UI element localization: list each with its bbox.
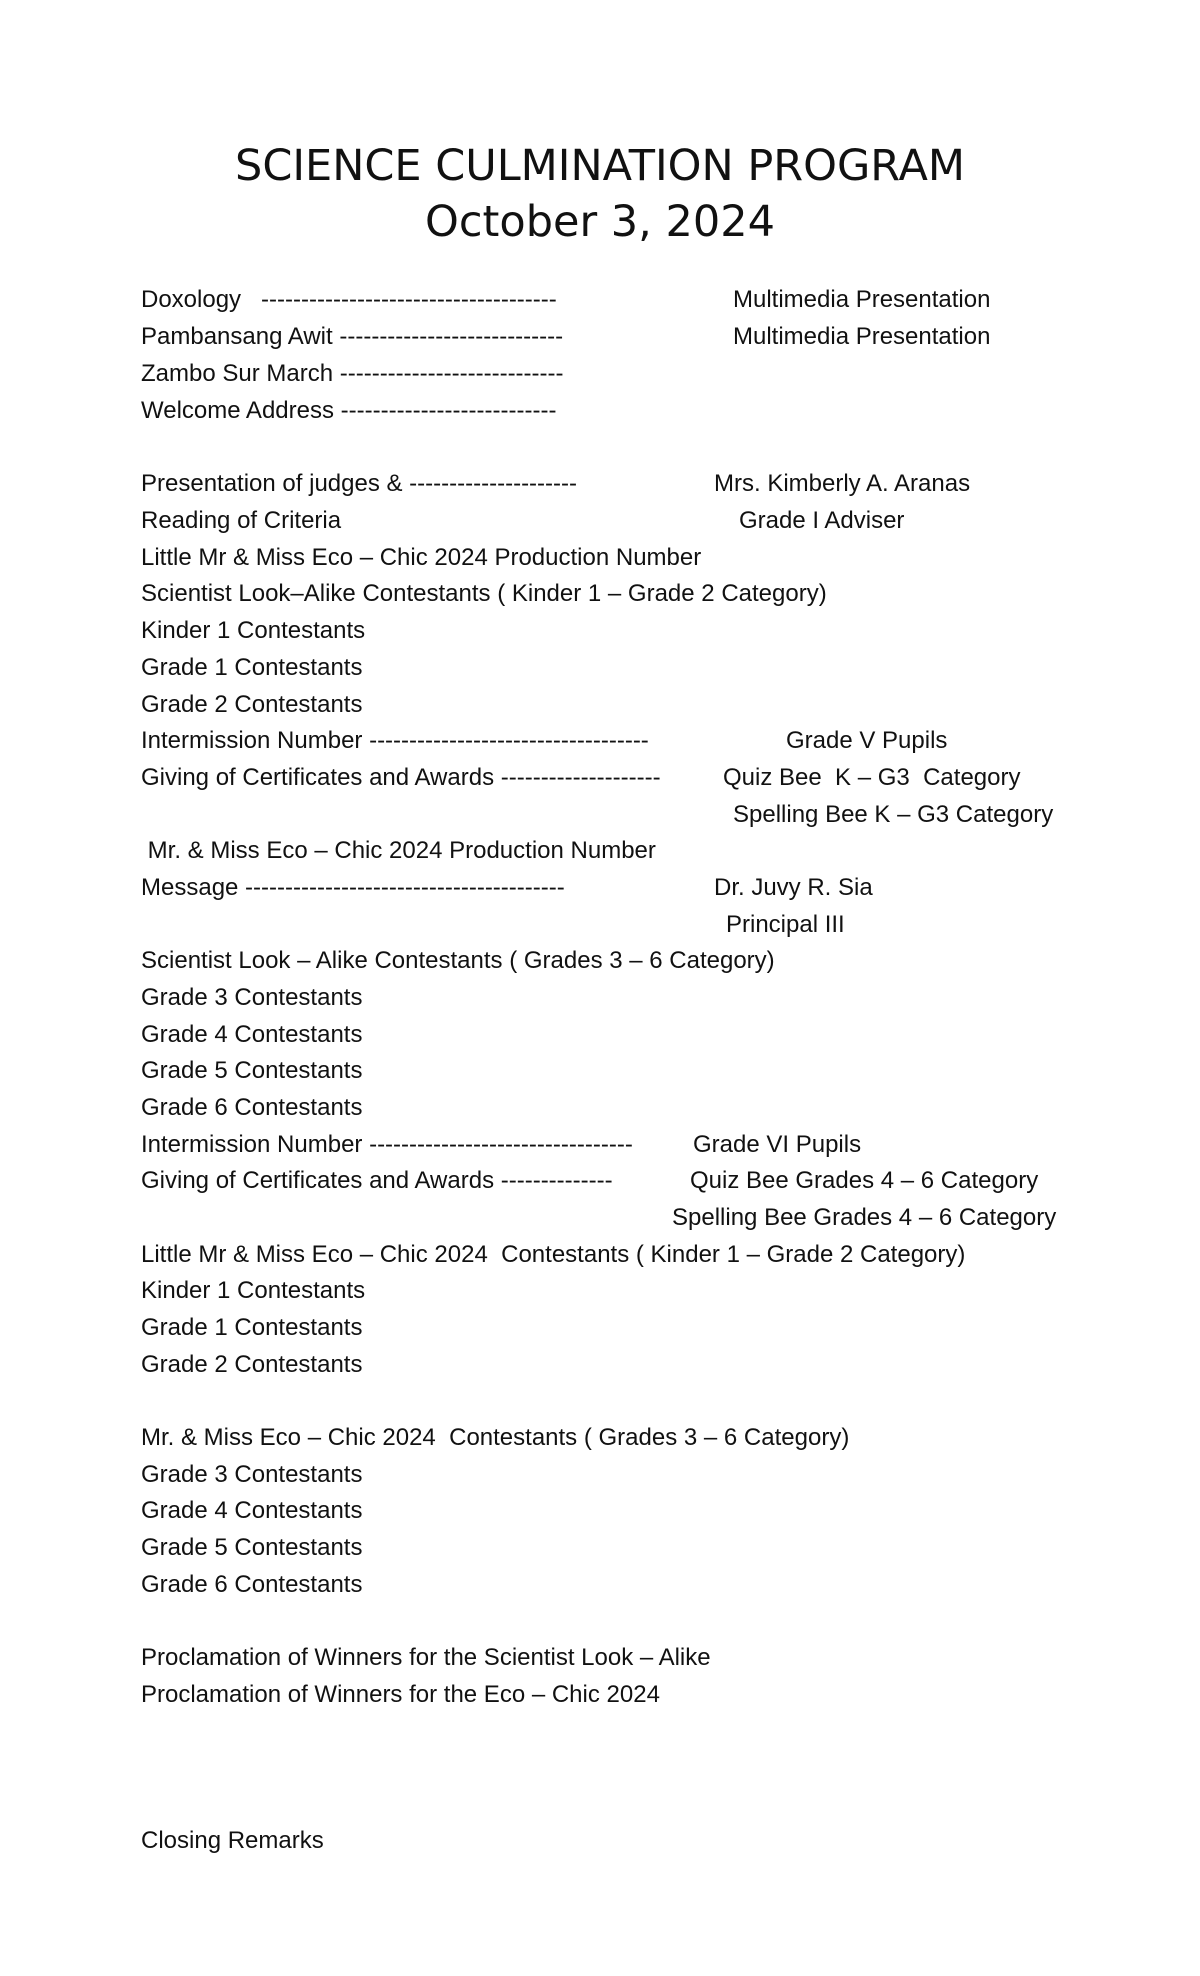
program-item-assignee: Grade V Pupils bbox=[786, 727, 948, 754]
program-item-intermission-2 bbox=[0, 1126, 1200, 1163]
program-item-assignee: Multimedia Presentation bbox=[733, 323, 991, 350]
program-item-assignee-role: Grade I Adviser bbox=[739, 507, 905, 534]
program-item-eco-chic-k2 bbox=[0, 1236, 1200, 1273]
program-item-welcome-address bbox=[0, 392, 1200, 429]
program-item-kinder-1-b bbox=[0, 1272, 1200, 1309]
program-item-label: Grade 5 Contestants bbox=[141, 1057, 363, 1084]
program-item-assignee: Spelling Bee K – G3 Category bbox=[733, 801, 1054, 828]
program-item-message bbox=[0, 869, 1200, 906]
program-item-grade-4 bbox=[0, 1016, 1200, 1053]
program-item-intermission bbox=[0, 722, 1200, 759]
program-item-certificates-awards bbox=[0, 759, 1200, 796]
program-item-assignee: Multimedia Presentation bbox=[733, 286, 991, 313]
program-item-presentation-of-judges bbox=[0, 465, 1200, 502]
program-item-production-number-2 bbox=[0, 832, 1200, 869]
program-item-grade-2-b bbox=[0, 1346, 1200, 1383]
program-item-certificates-awards-2-cont bbox=[0, 1199, 1200, 1236]
program-item-grade-1-b bbox=[0, 1309, 1200, 1346]
program-item-label: Welcome Address --------------------------- bbox=[141, 397, 557, 424]
program-item-label: Kinder 1 Contestants bbox=[141, 617, 366, 644]
program-item-label: Message ---------------------------------------- bbox=[141, 874, 565, 901]
program-date: October 3, 2024 bbox=[425, 197, 775, 247]
program-item-kinder-1 bbox=[0, 612, 1200, 649]
program-item-label: Presentation of judges & --------------------- bbox=[141, 470, 578, 497]
program-item-grade-3 bbox=[0, 979, 1200, 1016]
program-item-pambansang-awit bbox=[0, 318, 1200, 355]
program-item-label: Grade 1 Contestants bbox=[141, 1314, 363, 1341]
program-item-production-number bbox=[0, 539, 1200, 576]
program-item-label: Giving of Certificates and Awards -------------------- bbox=[141, 764, 661, 791]
program-item-grade-5 bbox=[0, 1052, 1200, 1089]
program-item-label: Grade 5 Contestants bbox=[141, 1534, 363, 1561]
program-item-zambo-sur-march bbox=[0, 355, 1200, 392]
program-item-label: Intermission Number --------------------------------- bbox=[141, 1131, 633, 1158]
program-item-grade-3-b bbox=[0, 1456, 1200, 1493]
program-item-label: Grade 2 Contestants bbox=[141, 691, 363, 718]
program-item-label: Closing Remarks bbox=[141, 1827, 324, 1854]
program-item-label: Little Mr & Miss Eco – Chic 2024 Contestants ( Kinder 1 – Grade 2 Category) bbox=[141, 1241, 966, 1268]
program-item-label: Intermission Number ----------------------------------- bbox=[141, 727, 649, 754]
program-item-reading-of-criteria bbox=[0, 502, 1200, 539]
program-item-grade-5-b bbox=[0, 1529, 1200, 1566]
program-title: SCIENCE CULMINATION PROGRAM bbox=[235, 141, 965, 191]
program-item-proclamation-look-alike bbox=[0, 1639, 1200, 1676]
program-item-label: Grade 2 Contestants bbox=[141, 1351, 363, 1378]
program-item-label: Proclamation of Winners for the Eco – Chic 2024 bbox=[141, 1681, 660, 1708]
program-item-grade-4-b bbox=[0, 1492, 1200, 1529]
program-item-doxology bbox=[0, 281, 1200, 318]
program-item-label: Pambansang Awit ---------------------------- bbox=[141, 323, 564, 350]
program-item-label: Doxology ------------------------------------- bbox=[141, 286, 557, 313]
program-item-assignee: Spelling Bee Grades 4 – 6 Category bbox=[672, 1204, 1057, 1231]
program-item-label: Grade 6 Contestants bbox=[141, 1094, 363, 1121]
program-item-message-cont bbox=[0, 906, 1200, 943]
program-item-assignee: Dr. Juvy R. Sia bbox=[714, 874, 873, 901]
program-item-scientist-look-alike-k2 bbox=[0, 575, 1200, 612]
program-item-label: Reading of Criteria bbox=[141, 507, 342, 534]
program-item-assignee: Grade VI Pupils bbox=[693, 1131, 862, 1158]
program-item-label: Grade 1 Contestants bbox=[141, 654, 363, 681]
program-item-label: Mr. & Miss Eco – Chic 2024 Production Number bbox=[141, 837, 656, 864]
program-item-grade-6-b bbox=[0, 1566, 1200, 1603]
program-item-assignee: Mrs. Kimberly A. Aranas bbox=[714, 470, 971, 497]
program-item-certificates-awards-cont bbox=[0, 796, 1200, 833]
program-item-label: Grade 4 Contestants bbox=[141, 1497, 363, 1524]
program-item-assignee: Quiz Bee K – G3 Category bbox=[723, 764, 1021, 791]
program-item-label: Kinder 1 Contestants bbox=[141, 1277, 366, 1304]
program-item-grade-1 bbox=[0, 649, 1200, 686]
program-item-grade-2 bbox=[0, 686, 1200, 723]
program-item-proclamation-eco-chic bbox=[0, 1676, 1200, 1713]
program-item-label: Proclamation of Winners for the Scientist Look – Alike bbox=[141, 1644, 711, 1671]
program-item-label: Grade 3 Contestants bbox=[141, 1461, 363, 1488]
program-item-eco-chic-g36 bbox=[0, 1419, 1200, 1456]
program-item-label: Giving of Certificates and Awards -------------- bbox=[141, 1167, 613, 1194]
program-item-assignee-role: Principal III bbox=[726, 911, 845, 938]
program-item-certificates-awards-2 bbox=[0, 1162, 1200, 1199]
program-item-label: Little Mr & Miss Eco – Chic 2024 Production Number bbox=[141, 544, 702, 571]
program-item-label: Scientist Look – Alike Contestants ( Grades 3 – 6 Category) bbox=[141, 947, 775, 974]
program-item-label: Scientist Look–Alike Contestants ( Kinder 1 – Grade 2 Category) bbox=[141, 580, 827, 607]
program-item-label: Mr. & Miss Eco – Chic 2024 Contestants ( Grades 3 – 6 Category) bbox=[141, 1424, 850, 1451]
program-item-closing-remarks bbox=[0, 1822, 1200, 1859]
program-item-label: Zambo Sur March ---------------------------- bbox=[141, 360, 564, 387]
program-item-label: Grade 4 Contestants bbox=[141, 1021, 363, 1048]
program-item-label: Grade 3 Contestants bbox=[141, 984, 363, 1011]
program-item-scientist-look-alike-g36 bbox=[0, 942, 1200, 979]
program-item-grade-6 bbox=[0, 1089, 1200, 1126]
program-item-assignee: Quiz Bee Grades 4 – 6 Category bbox=[690, 1167, 1039, 1194]
program-item-label: Grade 6 Contestants bbox=[141, 1571, 363, 1598]
